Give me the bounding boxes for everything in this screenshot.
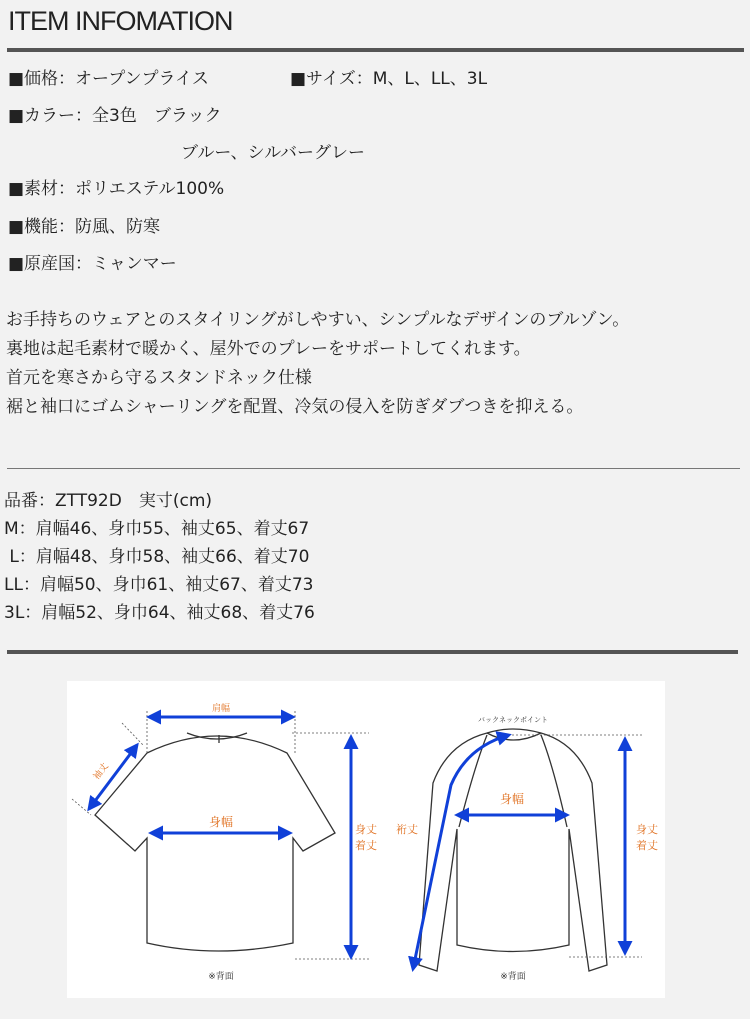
longsleeve-guides <box>512 735 642 957</box>
sleeve-length-label: 袖丈 <box>91 761 111 782</box>
spec-origin: ■原産国：ミャンマー <box>8 254 177 274</box>
size-row-3l: 3L：肩幅52、身巾64、袖丈68、着丈76 <box>4 603 315 623</box>
measurement-diagram <box>67 681 665 998</box>
size-chart <box>4 487 315 627</box>
spec-size: ■サイズ：M、L、LL、3L <box>290 69 488 89</box>
raglan-body-length-label: 身丈 <box>636 823 658 836</box>
size-row-l: L：肩幅48、身巾58、袖丈66、着丈70 <box>4 547 310 567</box>
size-row-ll: LL：肩幅50、身巾61、袖丈67、着丈73 <box>4 575 314 595</box>
chest-width-label: 身幅 <box>208 815 234 829</box>
section-divider-thick <box>7 650 738 654</box>
title-divider <box>7 48 744 52</box>
yuki-length-label: 裄丈 <box>396 823 418 836</box>
spec-price: ■価格：オープンプライス <box>8 69 209 89</box>
description-line: 裏地は起毛素材で暖かく、屋外でのプレーをサポートしてくれます。 <box>6 339 531 359</box>
spec-color-continued: ブルー、シルバーグレー <box>181 143 366 163</box>
back-view-note: ※背面 <box>208 972 234 982</box>
raglan-chest-width-label: 身幅 <box>499 792 525 806</box>
size-chart-heading: 品番：ZTT92D 実寸(cm) <box>4 491 213 511</box>
size-row-m: M：肩幅46、身巾55、袖丈65、着丈67 <box>4 519 310 539</box>
body-length-label: 身丈 <box>355 823 377 836</box>
spec-color: ■カラー：全3色 ブラック <box>8 106 222 126</box>
product-description <box>6 306 746 422</box>
raglan-total-length-label: 着丈 <box>636 839 658 852</box>
page-title: ITEM INFOMATION <box>8 6 233 36</box>
longsleeve-labels <box>396 716 658 852</box>
back-neck-point-label: バックネックポイント <box>478 716 548 724</box>
measurement-diagram-svg <box>67 681 665 998</box>
longsleeve-arrows <box>413 735 625 969</box>
raglan-back-view-note: ※背面 <box>500 972 526 982</box>
longsleeve-outline <box>419 729 607 971</box>
spec-function: ■機能：防風、防寒 <box>8 217 161 237</box>
description-line: お手持ちのウェアとのスタイリングがしやすい、シンプルなデザインのブルゾン。 <box>6 310 630 330</box>
spec-material: ■素材：ポリエステル100% <box>8 179 225 199</box>
tshirt-arrows <box>89 717 351 957</box>
description-line: 首元を寒さから守るスタンドネック仕様 <box>6 368 312 388</box>
section-divider <box>7 468 740 469</box>
description-line: 裾と袖口にゴムシャーリングを配置、冷気の侵入を防ぎダブつきを抑える。 <box>6 397 584 417</box>
tshirt-outline <box>95 733 335 951</box>
tshirt-labels <box>90 702 377 852</box>
total-length-label: 着丈 <box>355 839 377 852</box>
shoulder-width-label: 肩幅 <box>211 704 231 714</box>
